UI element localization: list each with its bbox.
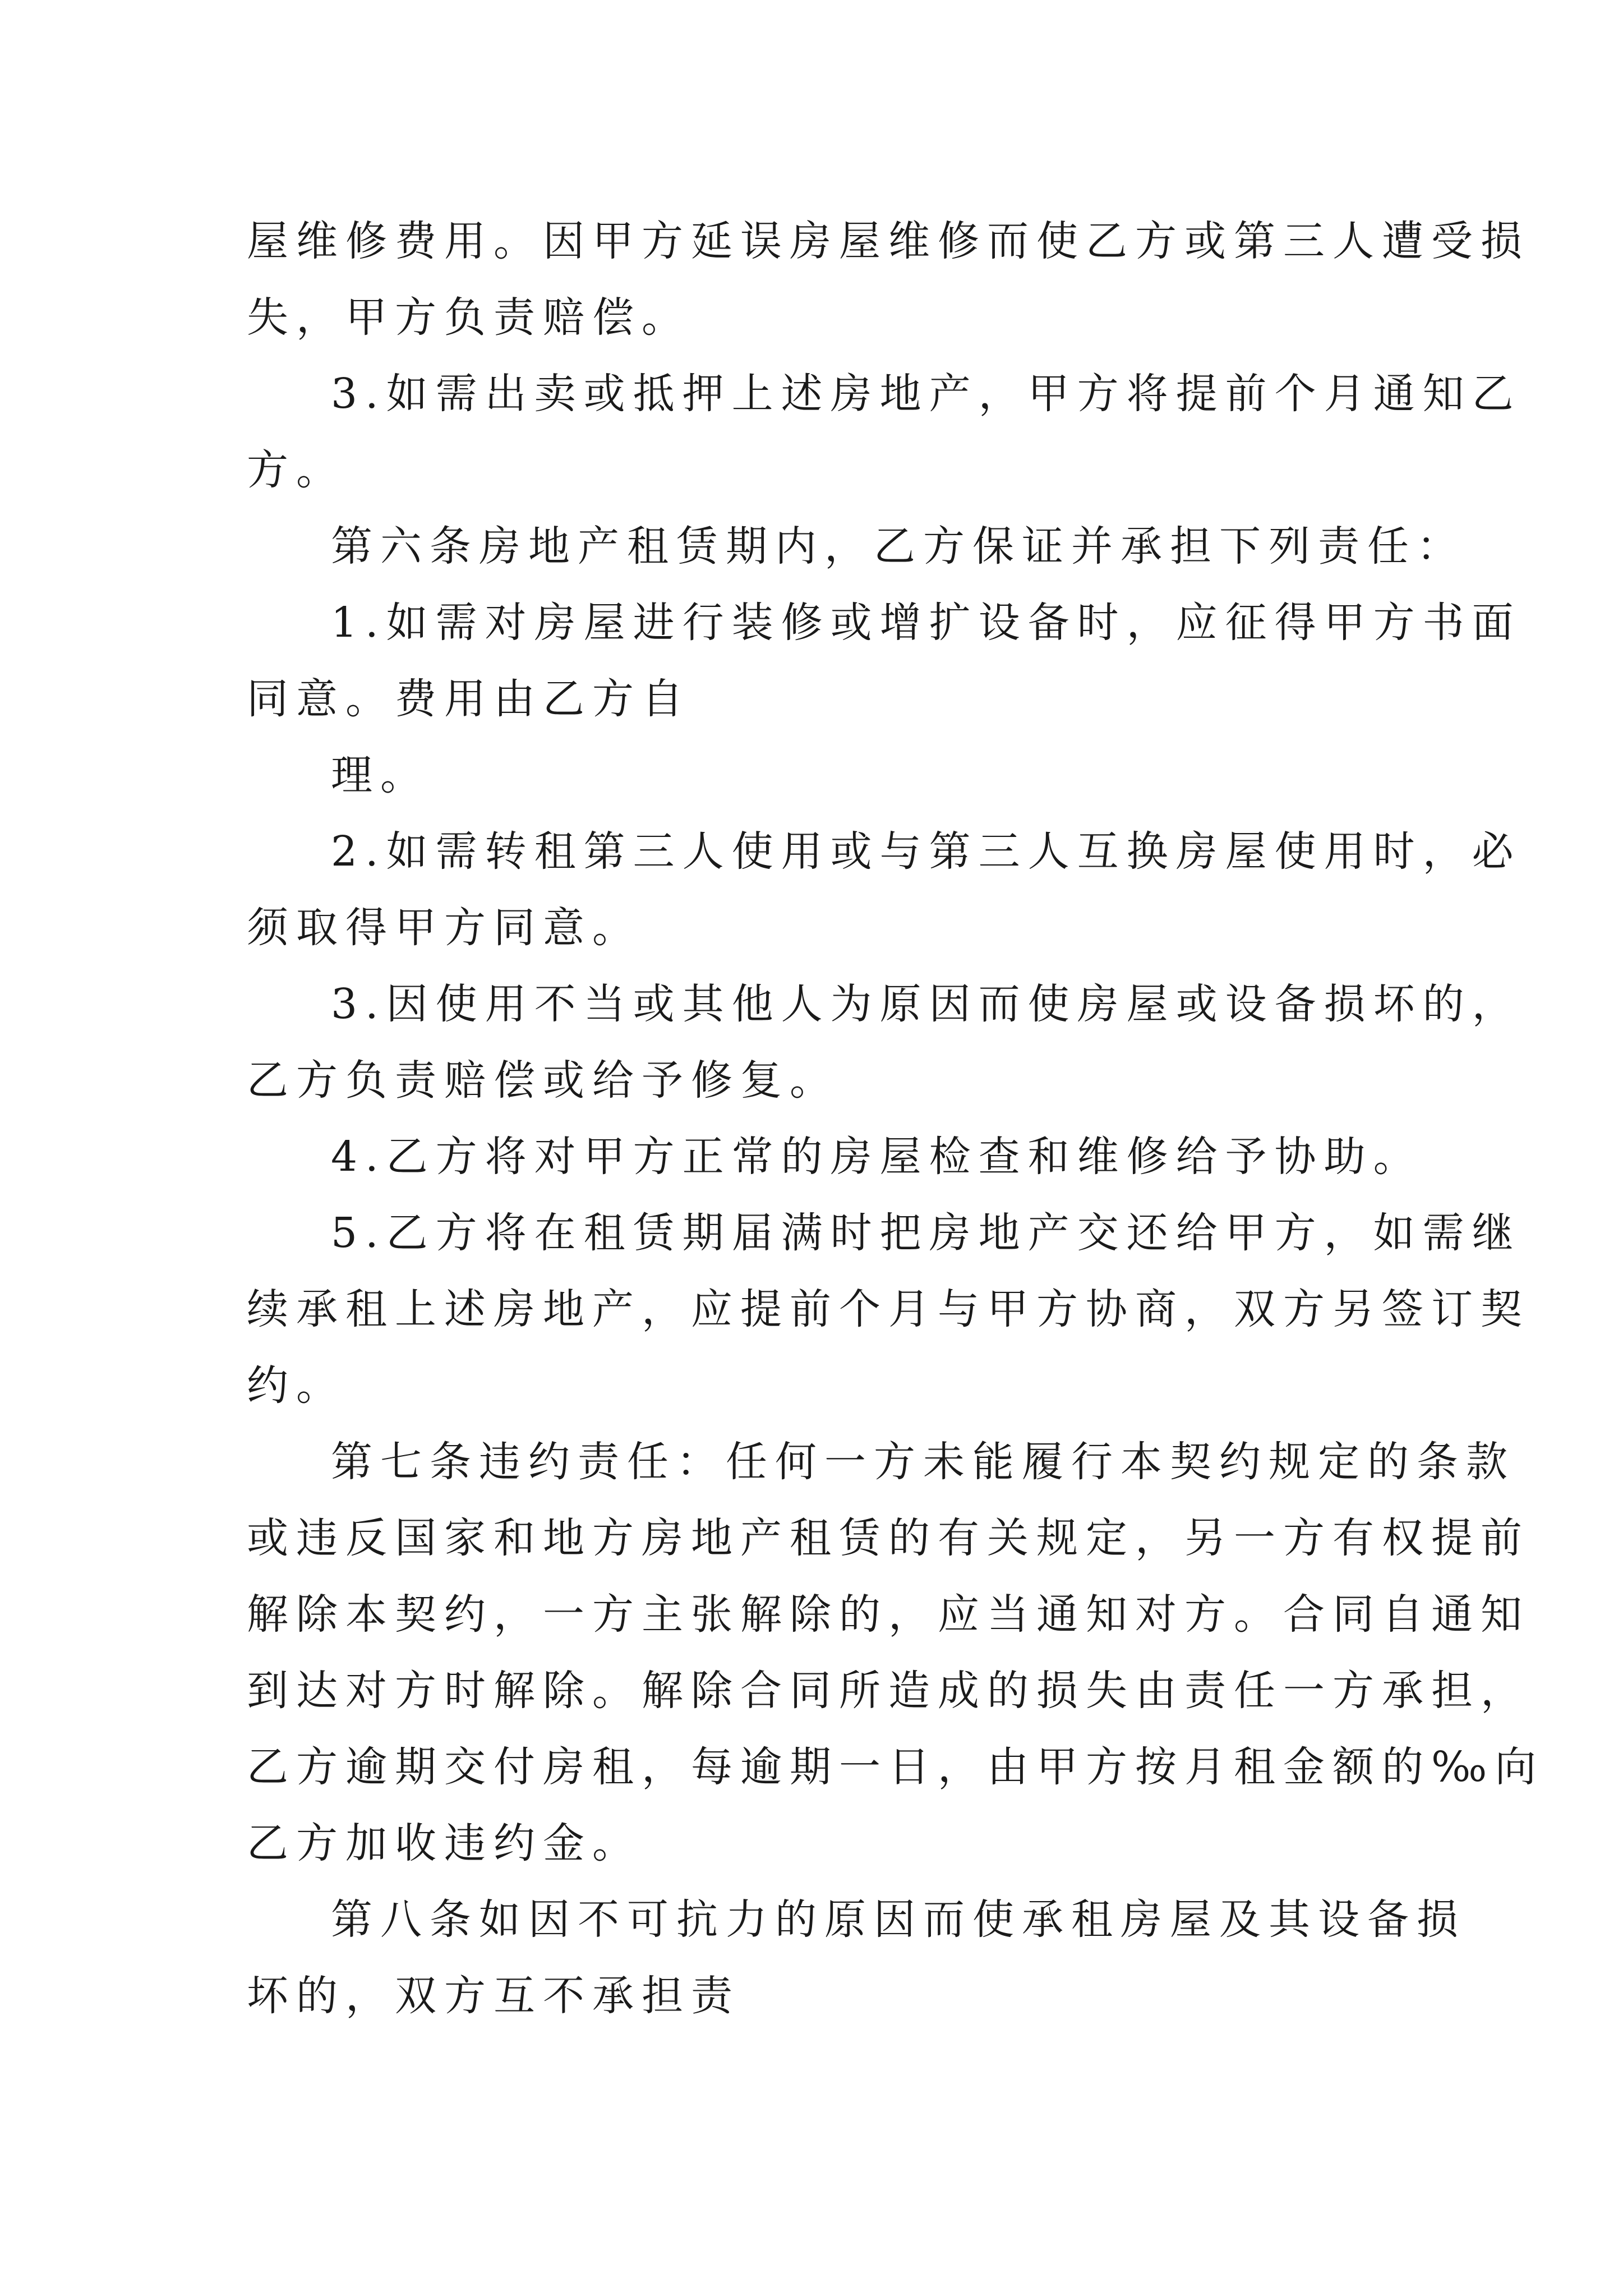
text-line: 乙方负责赔偿或给予修复。 [247, 1056, 839, 1105]
text-line: 3.因使用不当或其他人为原因而使房屋或设备损坏的， [331, 980, 1521, 1028]
text-line: 须取得甲方同意。 [247, 904, 642, 952]
text-line: 3.如需出卖或抵押上述房地产，甲方将提前个月通知乙 [331, 370, 1521, 418]
text-line: 1.如需对房屋进行装修或增扩设备时，应征得甲方书面 [331, 599, 1521, 647]
text-line: 同意。费用由乙方自 [247, 675, 691, 723]
text-line: 4.乙方将对甲方正常的房屋检查和维修给予协助。 [331, 1133, 1423, 1181]
text-line: 失，甲方负责赔偿。 [247, 293, 691, 342]
text-line: 到达对方时解除。解除合同所造成的损失由责任一方承担， [247, 1667, 1530, 1715]
text-line: 或违反国家和地方房地产租赁的有关规定，另一方有权提前 [247, 1514, 1530, 1562]
text-line: 乙方加收违约金。 [247, 1819, 642, 1867]
text-line: 第七条违约责任：任何一方未能履行本契约规定的条款 [331, 1438, 1515, 1486]
text-line: 5.乙方将在租赁期届满时把房地产交还给甲方，如需继 [331, 1209, 1521, 1257]
text-line: 理。 [331, 751, 430, 799]
text-line: 2.如需转租第三人使用或与第三人互换房屋使用时，必 [331, 827, 1521, 876]
text-line: 方。 [247, 446, 345, 494]
text-line: 第六条房地产租赁期内，乙方保证并承担下列责任： [331, 522, 1466, 570]
text-line: 乙方逾期交付房租，每逾期一日，由甲方按月租金额的‰向 [247, 1743, 1544, 1791]
text-line: 坏的，双方互不承担责 [247, 1972, 740, 2020]
text-line: 解除本契约，一方主张解除的，应当通知对方。合同自通知 [247, 1590, 1530, 1639]
text-line: 第八条如因不可抗力的原因而使承租房屋及其设备损 [331, 1895, 1466, 1944]
text-line: 屋维修费用。因甲方延误房屋维修而使乙方或第三人遭受损 [247, 217, 1530, 265]
text-line: 约。 [247, 1361, 345, 1410]
text-line: 续承租上述房地产，应提前个月与甲方协商，双方另签订契 [247, 1285, 1530, 1333]
